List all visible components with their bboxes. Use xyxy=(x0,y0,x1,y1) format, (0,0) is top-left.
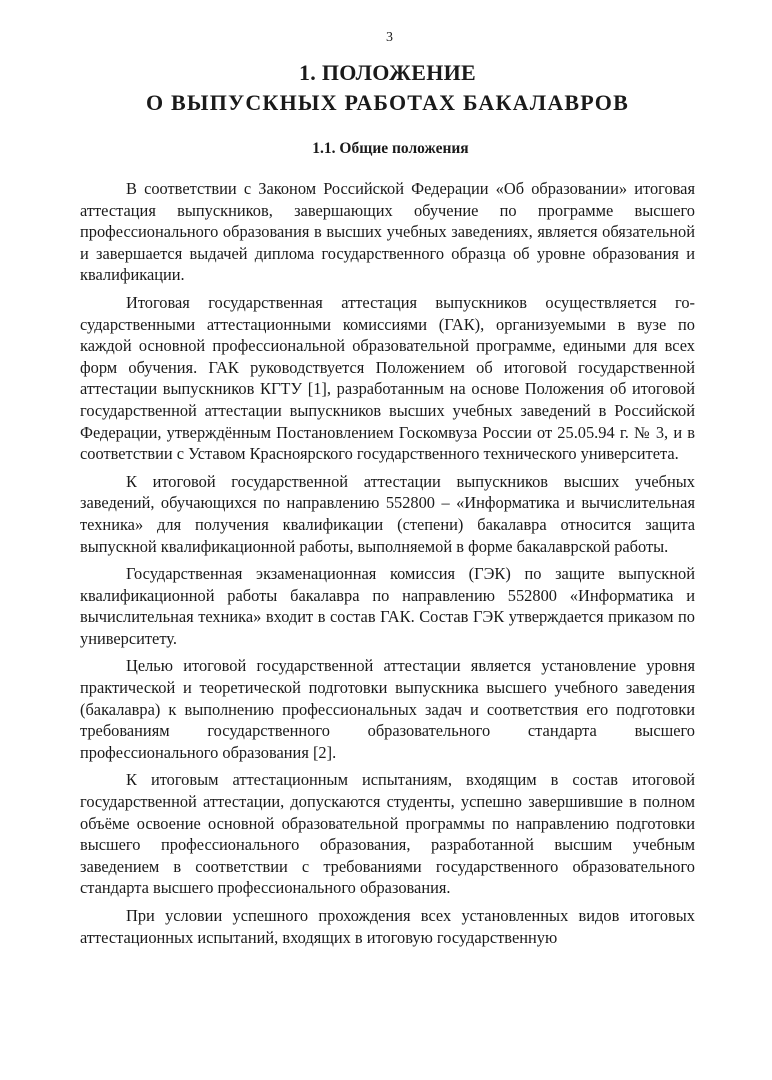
paragraph-7: При условии успешного прохождения всех установленных видов итоговых аттестационных испытаний, входящих в итоговую государственную xyxy=(80,906,695,947)
section-title: 1.1. Общие положения xyxy=(312,140,469,157)
paragraph-6: К итоговым аттестационным испытаниям, входящим в состав итоговой государственной аттестации, допускаются студенты, успешно завершившие в полном объёме освоение основной образовательной программы по направлению подготовки высшего профессионального образования, разработанной высшим учебным заведением в соответствии с требованиями государственного образовательного стандарта высшего профессионального образования. xyxy=(80,770,695,898)
chapter-title xyxy=(80,58,695,118)
chapter-title-line-1: 1. ПОЛОЖЕНИЕ xyxy=(298,60,476,85)
paragraph-3: К итоговой государственной аттестации выпускников высших учебных заведений, обучающихся по направлению 552800 – «Информатика и вычислительная техника» для получения квалификации (степени) бакалавра относится защита выпускной квалификационной работы, выполняемой в форме бакалаврской работы. xyxy=(80,471,695,556)
paragraph-5: Целью итоговой государственной аттестации является установление уровня практической и теоретической подготовки выпускника высшего учебного заведения (бакалавра) к выполнению профессиональных задач и соответствия его подготовки требованиям государственного образовательного стандарта высшего профессионального образования [2]. xyxy=(80,656,695,762)
document-page xyxy=(80,30,695,954)
paragraph-4: Государственная экзаменационная комиссия (ГЭК) по защите выпускной квалификационной работы бакалавра по направлению 552800 «Информатика и вычислительная техника» входит в состав ГАК. Состав ГЭК утверждается приказом по университету. xyxy=(80,564,695,648)
chapter-title-line-2: О ВЫПУСКНЫХ РАБОТАХ БАКАЛАВРОВ xyxy=(146,90,629,115)
paragraph-1: В соответствии с Законом Российской Федерации «Об образовании» итоговая аттестация выпускников, завершающих обучение по программе высшего профессионального образования в высших учебных заведениях, является обязательной и завершается выдачей диплома государственного образца об уровне образования и квалификации. xyxy=(80,179,695,285)
page-number: 3 xyxy=(386,30,393,45)
paragraph-2: Итоговая государственная аттестация выпускников осуществляется государственными аттестационными комиссиями (ГАК), организуемыми в вузе по каждой основной профессиональной образовательной программе, едиными для всех форм обучения. ГАК руководствуется Положением об итоговой государственной аттестации выпускников КГТУ [1], разработанным на основе Положения об итоговой государственной аттестации выпускников высших учебных заведений в Российской Федерации, утверждённым Постановлением Госкомвуза России от 25.05.94 г. № 3, и в соответствии с Уставом Красноярского государственного технического университета. xyxy=(80,292,695,464)
